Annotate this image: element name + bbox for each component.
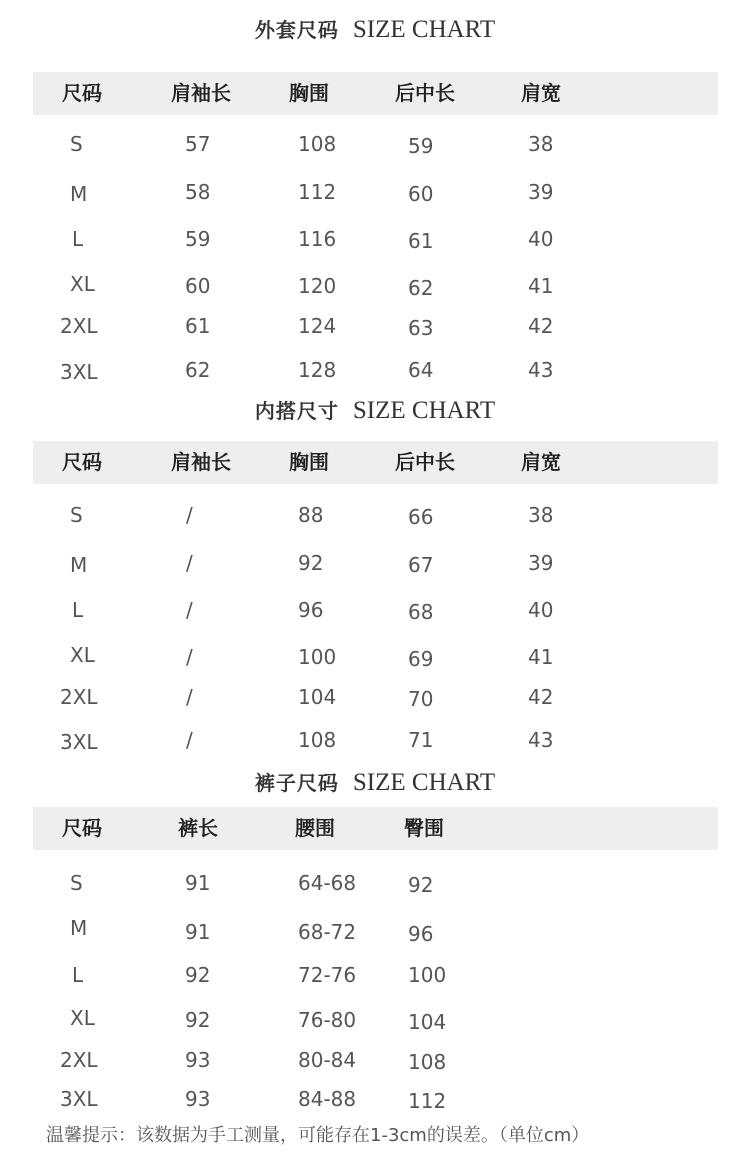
value-cell: 92: [185, 1008, 211, 1032]
value-cell: 120: [298, 274, 337, 298]
header-cell: 肩袖长: [171, 450, 231, 474]
value-cell: 108: [408, 1050, 447, 1074]
value-cell: 42: [528, 685, 554, 709]
header-cell: 臀围: [404, 816, 444, 840]
value-cell: 124: [298, 314, 337, 338]
size-cell: S: [70, 871, 83, 895]
table-row: [0, 264, 750, 304]
value-cell: 92: [185, 963, 211, 987]
size-cell: 3XL: [60, 360, 98, 384]
value-cell: 76-80: [298, 1008, 357, 1032]
value-cell: 91: [185, 920, 211, 944]
value-cell: 38: [528, 132, 554, 156]
value-cell: 72-76: [298, 963, 357, 987]
value-cell: 100: [298, 645, 337, 669]
value-cell: 112: [408, 1089, 447, 1113]
header-cell: 胸围: [289, 450, 329, 474]
value-cell: 59: [185, 227, 211, 251]
value-cell: 42: [528, 314, 554, 338]
size-cell: S: [70, 503, 83, 527]
value-cell: 63: [408, 316, 434, 340]
table-row: [0, 720, 750, 760]
pants-size-title: [0, 763, 750, 803]
table-row: [0, 677, 750, 717]
value-cell: 57: [185, 132, 211, 156]
size-cell: L: [72, 227, 84, 251]
inner-header-row: [33, 441, 718, 484]
value-cell: 40: [528, 227, 554, 251]
value-cell: 91: [185, 871, 211, 895]
table-row: [0, 350, 750, 390]
value-cell: 108: [298, 728, 337, 752]
value-cell: 104: [298, 685, 337, 709]
value-cell: 96: [408, 922, 434, 946]
size-cell: XL: [70, 643, 95, 667]
header-cell: 腰围: [295, 816, 335, 840]
size-cell: M: [70, 553, 88, 577]
table-row: [0, 219, 750, 259]
value-cell: 64: [408, 358, 434, 382]
value-cell: 60: [185, 274, 211, 298]
size-cell: 3XL: [60, 730, 98, 754]
value-cell: 69: [408, 647, 434, 671]
value-cell: 64-68: [298, 871, 357, 895]
value-cell: 59: [408, 134, 434, 158]
table-row: [0, 124, 750, 164]
value-cell: 96: [298, 598, 324, 622]
value-cell: 43: [528, 358, 554, 382]
value-cell: 88: [298, 503, 324, 527]
value-cell: 67: [408, 553, 434, 577]
value-cell: 93: [185, 1087, 211, 1111]
size-cell: M: [70, 916, 88, 940]
header-cell: 尺码: [62, 450, 102, 474]
value-cell: 61: [185, 314, 211, 338]
size-cell: L: [72, 598, 84, 622]
size-cell: 3XL: [60, 1087, 98, 1111]
value-cell: 71: [408, 728, 434, 752]
value-cell: 112: [298, 180, 337, 204]
value-cell: 60: [408, 182, 434, 206]
pants-title-zh: 裤子尺码: [254, 771, 339, 795]
inner-title-en: SIZE CHART: [352, 397, 496, 424]
value-cell: 39: [528, 551, 554, 575]
size-cell: XL: [70, 1006, 95, 1030]
header-cell: 肩袖长: [171, 81, 231, 105]
table-row: [0, 495, 750, 535]
value-cell: 38: [528, 503, 554, 527]
measurement-note: 温馨提示：该数据为手工测量，可能存在1-3cm的误差。（单位cm）: [46, 1125, 590, 1146]
value-cell: 40: [528, 598, 554, 622]
value-cell: 58: [185, 180, 211, 204]
size-cell: XL: [70, 272, 95, 296]
size-cell: 2XL: [60, 1048, 98, 1072]
size-cell: 2XL: [60, 314, 98, 338]
value-cell: 100: [408, 963, 447, 987]
value-cell: 116: [298, 227, 337, 251]
value-cell: 62: [185, 358, 211, 382]
value-cell: /: [186, 685, 193, 709]
header-cell: 裤长: [178, 816, 218, 840]
value-cell: 84-88: [298, 1087, 357, 1111]
value-cell: 39: [528, 180, 554, 204]
value-cell: 93: [185, 1048, 211, 1072]
value-cell: 62: [408, 276, 434, 300]
table-row: [0, 1079, 750, 1119]
value-cell: 68: [408, 600, 434, 624]
coat-header-row: [33, 72, 718, 115]
size-cell: L: [72, 963, 84, 987]
value-cell: /: [186, 645, 193, 669]
value-cell: /: [186, 503, 193, 527]
table-row: [0, 863, 750, 903]
value-cell: 41: [528, 274, 554, 298]
size-cell: 2XL: [60, 685, 98, 709]
header-cell: 后中长: [395, 450, 455, 474]
value-cell: 68-72: [298, 920, 357, 944]
value-cell: 66: [408, 505, 434, 529]
value-cell: 61: [408, 229, 434, 253]
value-cell: /: [186, 598, 193, 622]
size-cell: M: [70, 182, 88, 206]
table-row: [0, 590, 750, 630]
header-cell: 尺码: [62, 81, 102, 105]
table-row: [0, 635, 750, 675]
value-cell: 104: [408, 1010, 447, 1034]
inner-title-zh: 内搭尺寸: [254, 399, 339, 423]
value-cell: 43: [528, 728, 554, 752]
inner-size-title: [0, 391, 750, 431]
header-cell: 后中长: [395, 81, 455, 105]
table-row: [0, 306, 750, 346]
table-row: [0, 172, 750, 212]
header-cell: 胸围: [289, 81, 329, 105]
header-cell: 肩宽: [521, 450, 561, 474]
table-row: [0, 998, 750, 1038]
value-cell: 128: [298, 358, 337, 382]
header-cell: 尺码: [62, 816, 102, 840]
value-cell: /: [186, 551, 193, 575]
value-cell: 92: [408, 873, 434, 897]
coat-title-zh: 外套尺码: [254, 18, 339, 42]
value-cell: 70: [408, 687, 434, 711]
table-row: [0, 1040, 750, 1080]
coat-title-en: SIZE CHART: [352, 16, 496, 43]
pants-title-en: SIZE CHART: [352, 769, 496, 796]
coat-size-title: [0, 10, 750, 50]
table-row: [0, 955, 750, 995]
value-cell: 80-84: [298, 1048, 357, 1072]
value-cell: 92: [298, 551, 324, 575]
table-row: [0, 543, 750, 583]
table-row: [0, 908, 750, 948]
size-cell: S: [70, 132, 83, 156]
value-cell: /: [186, 728, 193, 752]
value-cell: 41: [528, 645, 554, 669]
value-cell: 108: [298, 132, 337, 156]
header-cell: 肩宽: [521, 81, 561, 105]
pants-header-row: [33, 807, 718, 850]
